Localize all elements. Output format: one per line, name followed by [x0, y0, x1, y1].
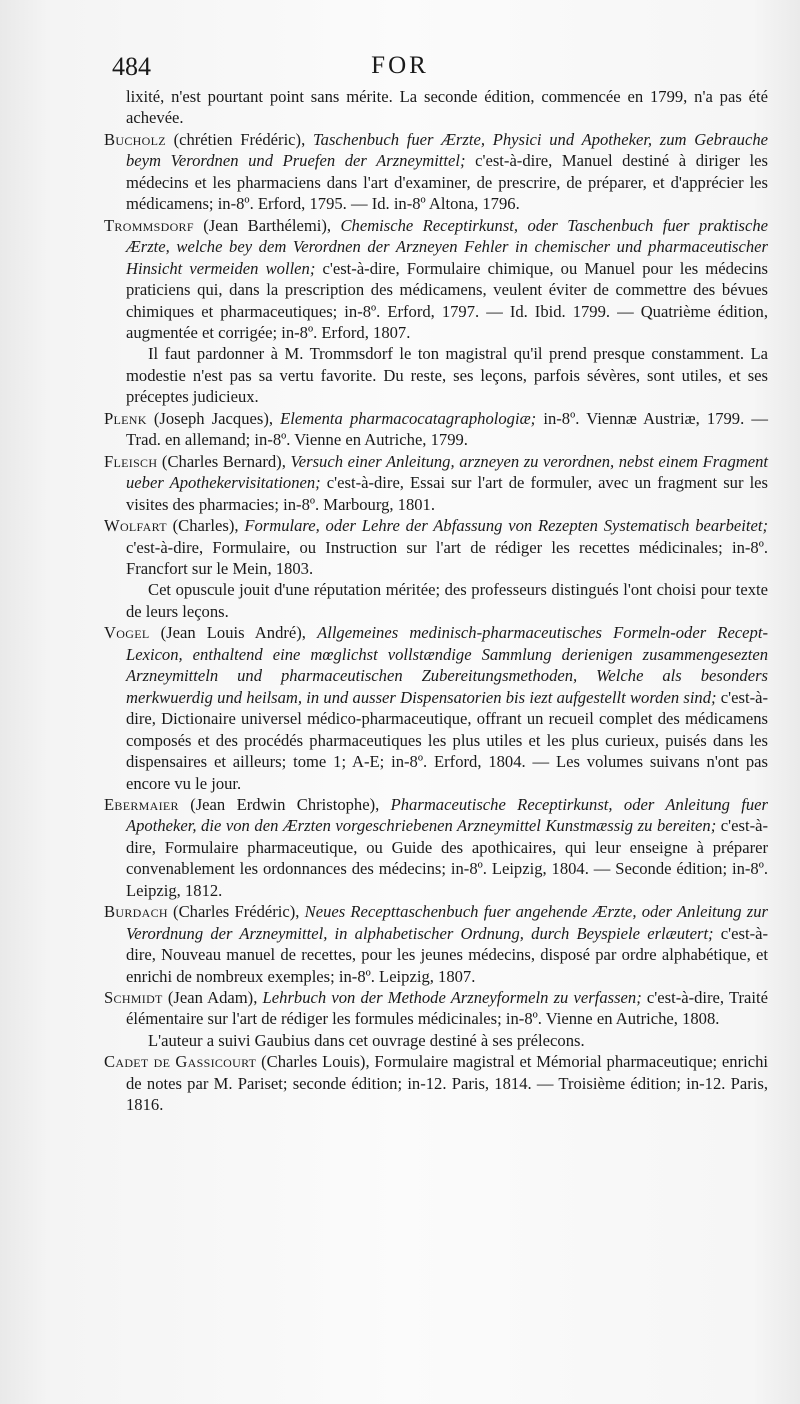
- entry-author: Vogel: [104, 623, 150, 643]
- entry-title: Lehrbuch von der Methode Arzneyformeln zu verfassen;: [262, 988, 642, 1008]
- page-body: [104, 86, 768, 1116]
- bibliography-entry: [104, 1051, 768, 1115]
- entry-author: Plenk: [104, 408, 147, 428]
- entry-author-names: (chrétien Frédéric),: [165, 129, 313, 149]
- entry-title: Formulare, oder Lehre der Abfassung von Rezepten Systematisch bearbeitet;: [244, 516, 769, 536]
- entry-text: in-8º. Viennæ Austriæ, 1799. — Trad. en allemand; in-8º. Vienne en Autriche, 1799.: [126, 408, 768, 450]
- bibliography-entry: [104, 515, 768, 579]
- bibliography-entry: [104, 408, 768, 451]
- entry-title: Neues Recepttaschenbuch fuer angehende Ærzte, oder Anleitung zur Verordnung der Arzneymittel, in alphabetischer Ordnung, durch Beyspiele erlæutert;: [126, 902, 768, 943]
- entry-text: c'est-à-dire, Essai sur l'art de formuler, avec un fragment sur les visites des pharmacies; in-8º. Marbourg, 1801.: [126, 473, 769, 514]
- bibliography-entry: [104, 794, 768, 901]
- entry-text: c'est-à-dire, Formulaire, ou Instruction sur l'art de rédiger les recettes médicinales; in-8º. Francfort sur le Mein, 1803.: [126, 537, 768, 578]
- entry-text: Il faut pardonner à M. Trommsdorf le ton magistral qu'il prend presque constamment. La modestie n'est pas sa vertu favorite. Du reste, ses leçons, parfois sévères, sont utiles, et ses préceptes judicieux.: [126, 344, 768, 407]
- entry-author-names: (Joseph Jacques),: [146, 408, 281, 428]
- entry-author-names: (Charles Louis),: [256, 1052, 375, 1072]
- entry-text: c'est-à-dire, Nouveau manuel de recettes, pour les jeunes médecins, disposé par ordre alphabétique, et enrichi de nombreux exemples; in-8º. Leipzig, 1807.: [126, 923, 768, 986]
- entry-author: Burdach: [104, 902, 168, 922]
- entry-text: c'est-à-dire, Manuel destiné à diriger les médecins et les pharmaciens dans l'art d'examiner, de prescrire, de préparer, et d'apprécier les médicamens; in-8º. Erford, 1795. — Id. in-8º Altona, 1796.: [126, 151, 768, 214]
- bibliography-entry: [104, 451, 768, 515]
- entry-title: Pharmaceutische Receptirkunst, oder Anleitung fuer Apotheker, die von den Ærzten vorgeschriebenen Arzneymittel Kunstmæssig zu bereiten;: [126, 794, 768, 836]
- entry-author: Ebermaier: [104, 794, 179, 814]
- entry-text: lixité, n'est pourtant point sans mérite. La seconde édition, commencée en 1799, n'a pas été achevée.: [126, 87, 768, 128]
- entry-text: L'auteur a suivi Gaubius dans cet ouvrage destiné à ses prélecons.: [148, 1030, 585, 1050]
- entry-author: Bucholz: [104, 129, 166, 149]
- bibliography-entry: [104, 622, 768, 794]
- paragraph: [104, 86, 768, 129]
- entry-author-names: (Jean Erdwin Christophe),: [178, 794, 391, 814]
- entry-author-names: (Charles),: [166, 516, 245, 536]
- bibliography-entry: [104, 129, 768, 215]
- entry-text: c'est-à-dire, Traité élémentaire sur l'art de rédiger les formules médicinales; in-8º. Vienne en Autriche, 1808.: [126, 988, 768, 1029]
- bibliography-entry: [104, 987, 768, 1030]
- entry-author-names: (Jean Barthélemi),: [193, 215, 341, 235]
- entry-text: c'est-à-dire, Dictionaire universel médico-pharmaceutique, offrant un recueil complet des médicamens composés et des procédés pharmaceutiques les plus utiles et les plus curieux, puisés dans les dispensaires et ailleurs; tome 1; A-E; in-8º. Erford, 1804. — Les volumes suivans n'ont pas encore vu le jour.: [126, 687, 768, 793]
- entry-author-names: (Jean Adam),: [162, 988, 263, 1008]
- entry-text: c'est-à-dire, Formulaire chimique, ou Manuel pour les médecins praticiens qui, dans la prescription des médicamens, veulent éviter de commettre des bévues chimiques et pharmaceutiques; in-8º. Erford, 1797. — Id. Ibid. 1799. — Quatrième édition, augmentée et corrigée; in-8º. Erford, 1807.: [126, 258, 768, 342]
- entry-text: Formulaire magistral et Mémorial pharmaceutique; enrichi de notes par M. Pariset; seconde édition; in-12. Paris, 1814. — Troisième édition; in-12. Paris, 1816.: [126, 1052, 768, 1115]
- entry-author-names: (Jean Louis André),: [149, 623, 318, 643]
- paragraph: [104, 579, 768, 622]
- entry-author: Fleisch: [104, 451, 158, 471]
- entry-title: Chemische Receptirkunst, oder Taschenbuch fuer praktische Ærzte, welche bey dem Verordnen der Arzneyen Fehler in chemischer und pharmaceutischer Hinsicht vermeiden wollen;: [126, 215, 768, 278]
- paragraph: [104, 343, 768, 407]
- entry-title: Versuch einer Anleitung, arzneyen zu verordnen, nebst einem Fragment ueber Apothekervisitationen;: [126, 451, 769, 493]
- paragraph: [104, 1030, 768, 1051]
- entry-author: Wolfart: [104, 516, 167, 536]
- entry-title: Elementa pharmacocatagraphologiæ;: [280, 408, 537, 428]
- entry-text: c'est-à-dire, Formulaire pharmaceutique, ou Guide des apothicaires, qui leur enseigne à préparer convenablement les ordonnances des médecins; in-8º. Leipzig, 1804. — Seconde édition; in-8º. Leipzig, 1812.: [126, 816, 769, 900]
- entry-author-names: (Charles Bernard),: [157, 451, 291, 471]
- entry-author: Schmidt: [104, 988, 163, 1008]
- entry-text: Cet opuscule jouit d'une réputation méritée; des professeurs distingués l'ont choisi pour texte de leurs leçons.: [126, 580, 768, 621]
- entry-author-names: (Charles Frédéric),: [167, 902, 305, 922]
- entry-author: Trommsdorf: [104, 215, 194, 235]
- bibliography-entry: [104, 901, 768, 987]
- running-head: FOR: [371, 52, 429, 79]
- bibliography-entry: [104, 215, 768, 344]
- entry-author: Cadet de Gassicourt: [104, 1052, 257, 1072]
- page-number: 484: [112, 52, 151, 81]
- entry-title: Taschenbuch fuer Ærzte, Physici und Apotheker, zum Gebrauche beym Verordnen und Pruefen der Arzneymittel;: [126, 129, 768, 171]
- entry-title: Allgemeines medinisch-pharmaceutisches Formeln-oder Recept-Lexicon, enthaltend eine mœglichst vollstændige Sammlung derienigen zusammengesezten Arzneymitteln und pharmaceutischen Zubereitungsmethoden, Welche als besonders merkwuerdig und heilsam, in und ausser Dispensatorien bis iezt aufgestellt worden sind;: [126, 623, 768, 707]
